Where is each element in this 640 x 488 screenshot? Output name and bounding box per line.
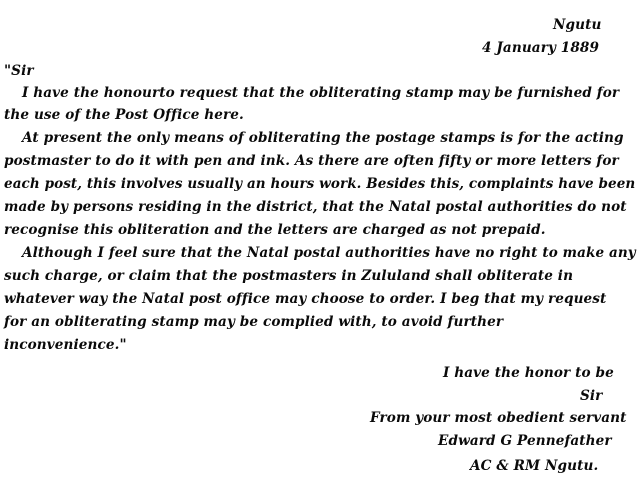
letter-salutation: "Sir	[4, 63, 34, 79]
body-line: the use of the Post Office here.	[4, 107, 244, 123]
body-line: whatever way the Natal post office may choose to order. I beg that my request	[4, 291, 607, 307]
body-line: Although I feel sure that the Natal postal authorities have no right to make any	[22, 245, 636, 261]
body-line: such charge, or claim that the postmasters in Zululand shall obliterate in	[4, 268, 574, 284]
closing-line: I have the honor to be	[443, 365, 614, 381]
body-line: each post, this involves usually an hours work. Besides this, complaints have been	[4, 176, 636, 192]
closing-line: Sir	[580, 388, 603, 404]
letter-place: Ngutu	[553, 17, 602, 33]
body-line: inconvenience."	[4, 337, 127, 353]
body-line: for an obliterating stamp may be complied with, to avoid further	[4, 314, 504, 330]
body-line: I have the honourto request that the obliterating stamp may be furnished for	[22, 85, 620, 101]
letter-date: 4 January 1889	[482, 40, 600, 56]
body-line: At present the only means of obliterating the postage stamps is for the acting	[22, 130, 624, 146]
body-line: postmaster to do it with pen and ink. As there are often fifty or more letters for	[4, 153, 619, 169]
signature-name: Edward G Pennefather	[438, 433, 612, 449]
body-line: made by persons residing in the district, that the Natal postal authorities do not	[4, 199, 627, 215]
body-line: recognise this obliteration and the letters are charged as not prepaid.	[4, 222, 546, 238]
signature-title: AC & RM Ngutu.	[470, 458, 599, 474]
closing-line: From your most obedient servant	[370, 410, 627, 426]
